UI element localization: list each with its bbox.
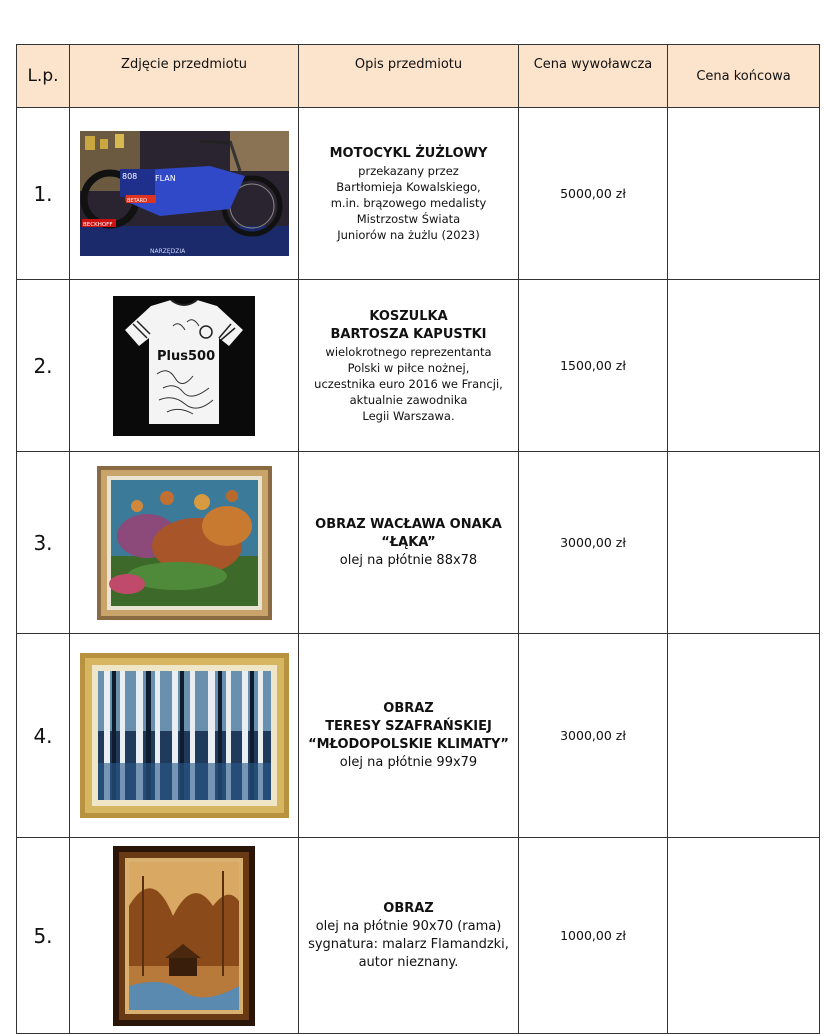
desc-line: olej na płótnie 88x78 [339,552,478,568]
photo-cell [70,108,299,280]
desc-line: Legii Warszawa. [362,408,455,423]
bike-label-808: 808 [121,172,137,181]
start-price: 3000,00 zł [519,634,668,838]
item-title: “ŁĄKA” [381,534,436,550]
desc-line: uczestnika euro 2016 we Francji, [314,376,503,391]
table-row [17,108,820,280]
start-price: 5000,00 zł [519,108,668,280]
item-title: BARTOSZA KAPUSTKI [330,326,487,342]
start-price: 1500,00 zł [519,280,668,452]
table-row [17,838,820,1034]
item-title: “MŁODOPOLSKIE KLIMATY” [308,736,509,752]
desc-line: sygnatura: malarz Flamandzki, [308,936,509,952]
item-title: OBRAZ [383,700,434,716]
item-number: 5. [17,838,70,1034]
final-price-cell [668,838,820,1034]
header-description: Opis przedmiotu [299,45,519,108]
header-lp: L.p. [17,45,70,108]
speedway-motorcycle-photo [80,131,289,256]
item-number: 4. [17,634,70,838]
item-description [299,634,519,838]
photo-cell [70,634,299,838]
bike-label-beckhoff: BECKHOFF [82,222,112,228]
header-photo: Zdjęcie przedmiotu [70,45,299,108]
painting-birches-photo [80,653,289,818]
header-final-price: Cena końcowa [668,45,820,108]
desc-line: olej na płótnie 99x79 [339,754,478,770]
item-number: 1. [17,108,70,280]
item-number: 3. [17,452,70,634]
jersey-sponsor: Plus500 [157,348,216,364]
table-row [17,634,820,838]
painting-meadow-photo [97,466,272,620]
final-price-cell [668,452,820,634]
desc-line: Mistrzostw Świata [356,211,461,226]
auction-table [16,44,820,1034]
start-price: 1000,00 zł [519,838,668,1034]
photo-cell [70,452,299,634]
desc-line: Polski w piłce nożnej, [347,360,470,375]
signed-jersey-photo [113,296,255,436]
table-row [17,452,820,634]
photo-cell [70,280,299,452]
final-price-cell [668,108,820,280]
header-row [17,45,820,108]
item-title: OBRAZ WACŁAWA ONAKA [315,516,502,532]
item-description [299,280,519,452]
item-title: OBRAZ [383,900,434,916]
item-description [299,108,519,280]
mat-label: NARZĘDZIA [149,248,185,255]
item-title: KOSZULKA [369,308,448,324]
desc-line: przekazany przez [358,163,459,178]
header-start-price: Cena wywoławcza [519,45,668,108]
desc-line: m.in. brązowego medalisty [330,195,487,210]
table-row [17,280,820,452]
photo-cell [70,838,299,1034]
bike-label-betard: BETARD [126,198,147,204]
item-description [299,838,519,1034]
desc-line: olej na płótnie 90x70 (rama) [315,918,502,934]
painting-landscape-photo [113,846,255,1026]
final-price-cell [668,280,820,452]
desc-line: Juniorów na żużlu (2023) [337,227,480,242]
start-price: 3000,00 zł [519,452,668,634]
desc-line: Bartłomieja Kowalskiego, [336,179,481,194]
item-number: 2. [17,280,70,452]
item-description [299,452,519,634]
item-title: MOTOCYKL ŻUŻLOWY [329,145,488,161]
item-title: TERESY SZAFRAŃSKIEJ [325,718,492,734]
bike-label-flan: FLAN [154,174,176,183]
desc-line: wielokrotnego reprezentanta [325,344,492,359]
desc-line: autor nieznany. [358,954,459,970]
final-price-cell [668,634,820,838]
desc-line: aktualnie zawodnika [349,392,468,407]
